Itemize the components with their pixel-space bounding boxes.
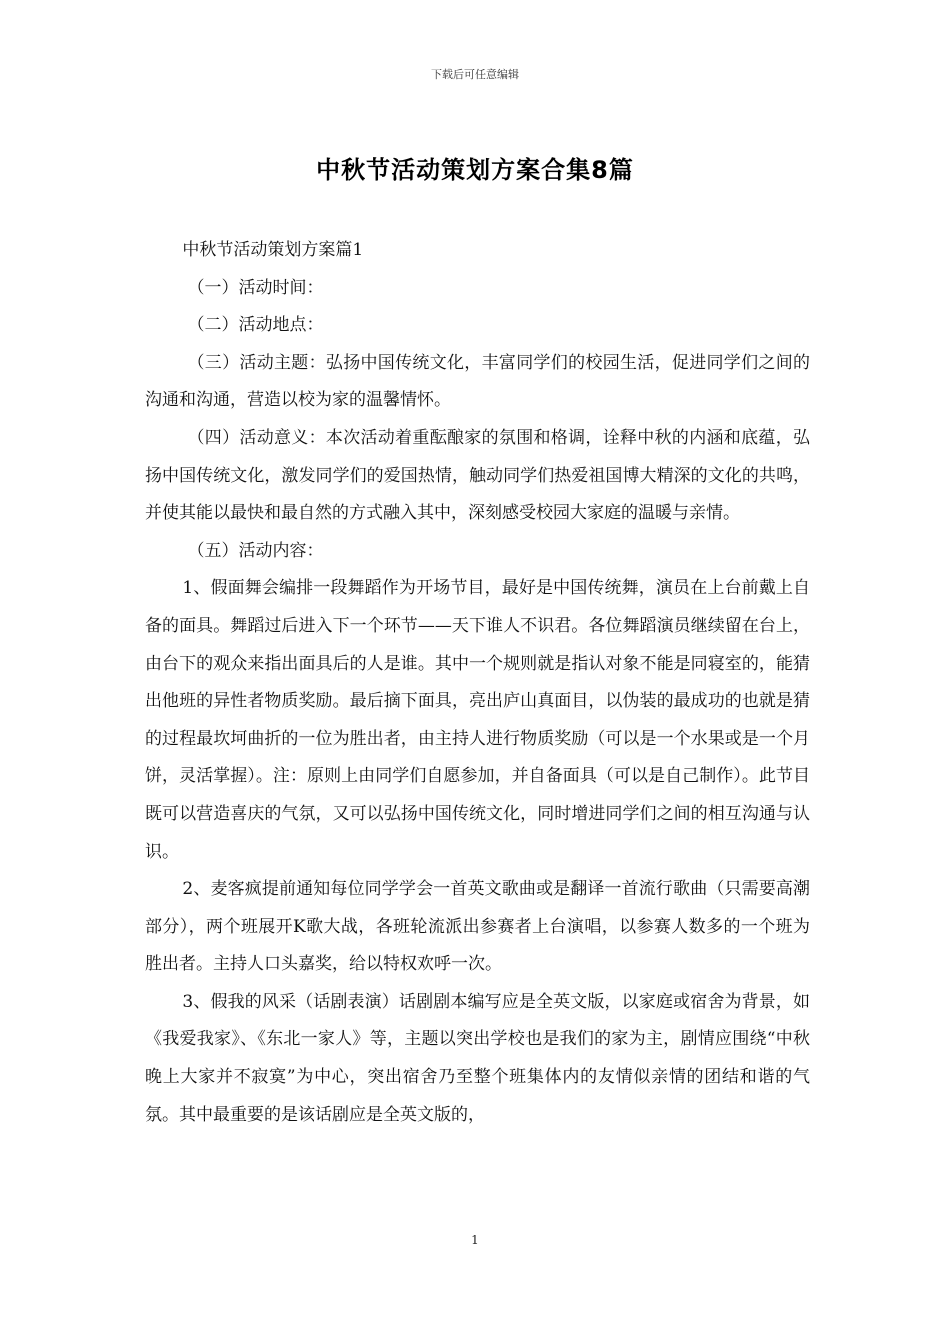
item-location: （二）活动地点： (187, 315, 324, 336)
paragraph-karaoke: 2、麦客疯提前通知每位同学学会一首英文歌曲或是翻译一首流行歌曲（只需要高潮部分），两个班展开K歌大战，各班轮流派出参赛者上台演唱，以参赛人数多的一个班为胜出者。主持人口头嘉奖，给以特权欢呼一次。 (145, 879, 810, 975)
paragraph-masquerade: 1、假面舞会编排一段舞蹈作为开场节目，最好是中国传统舞，演员在上台前戴上自备的面具。舞蹈过后进入下一个环节——天下谁人不识君。各位舞蹈演员继续留在台上，由台下的观众来指出面具后的人是谁。其中一个规则就是指认对象不能是同寝室的，能猜出他班的异性者物质奖励。最后摘下面具，亮出庐山真面目，以伪装的最成功的也就是猜的过程最坎坷曲折的一位为胜出者，由主持人进行物质奖励（可以是一个水果或是一个月饼，灵活掌握）。注：原则上由同学们自愿参加，并自备面具（可以是自己制作）。此节目既可以营造喜庆的气氛，又可以弘扬中国传统文化，同时增进同学们之间的相互沟通与认识。 (145, 578, 810, 862)
section-heading: 中秋节活动策划方案篇1 (182, 240, 364, 260)
document-title: 中秋节活动策划方案合集8篇 (316, 156, 634, 184)
page-number: 1 (471, 1233, 479, 1247)
document-body (145, 232, 810, 1134)
paragraph-drama: 3、假我的风采（话剧表演）话剧剧本编写应是全英文版，以家庭或宿舍为背景，如《我爱我家》、《东北一家人》等，主题以突出学校也是我们的家为主，剧情应围绕“中秋晚上大家并不寂寞”为中心，突出宿舍乃至整个班集体内的友情似亲情的团结和谐的气氛。其中最重要的是该话剧应是全英文版的， (145, 991, 810, 1125)
item-significance: （四）活动意义：本次活动着重酝酿家的氛围和格调，诠释中秋的内涵和底蕴，弘扬中国传统文化，激发同学们的爱国热情，触动同学们热爱祖国博大精深的文化的共鸣，并使其能以最快和最自然的方式融入其中，深刻感受校园大家庭的温暖与亲情。 (145, 427, 810, 524)
item-time: （一）活动时间： (187, 277, 324, 298)
item-content: （五）活动内容： (187, 540, 324, 561)
item-theme: （三）活动主题：弘扬中国传统文化，丰富同学们的校园生活，促进同学们之间的沟通和沟通，营造以校为家的温馨情怀。 (145, 352, 810, 411)
header-note: 下载后可任意编辑 (431, 68, 519, 81)
